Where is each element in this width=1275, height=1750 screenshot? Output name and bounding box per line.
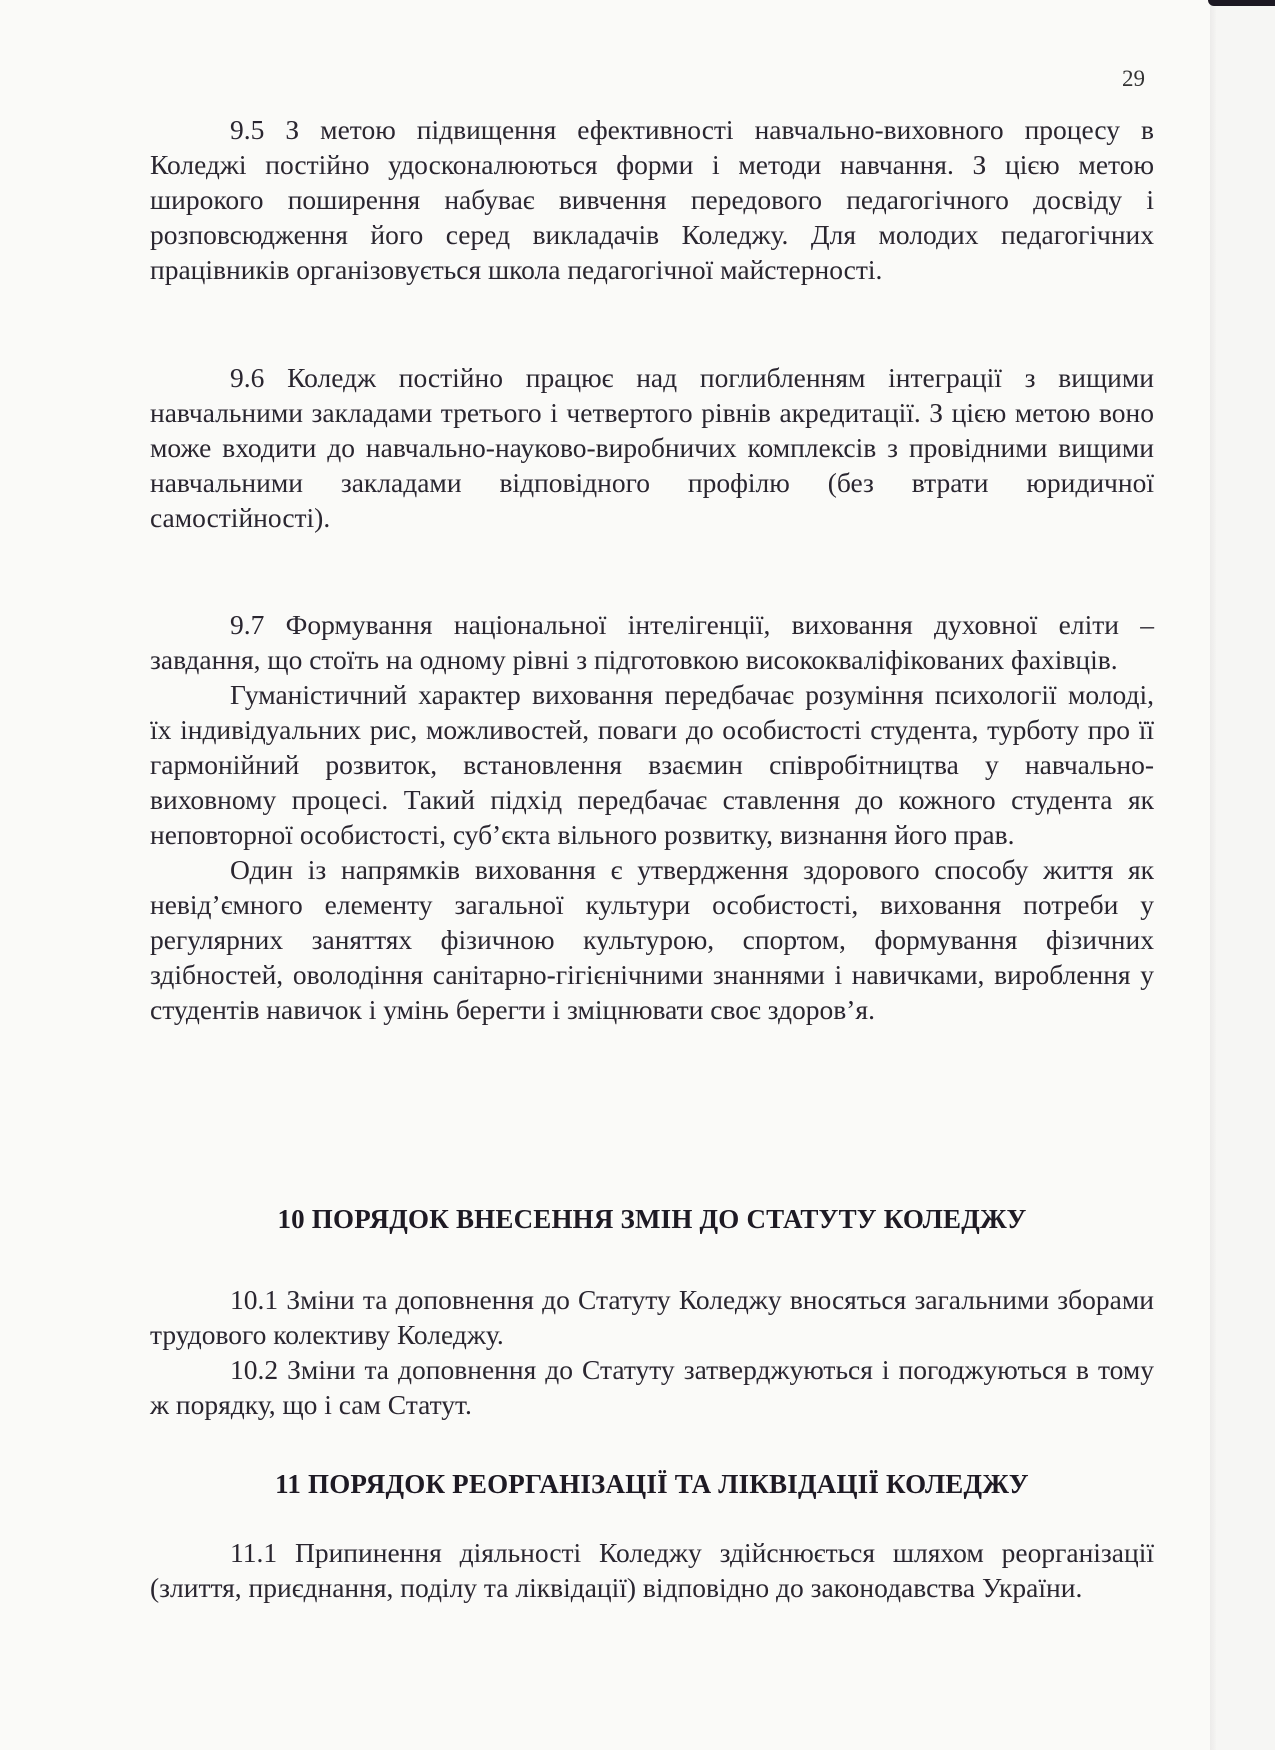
paragraph-9-5: 9.5 З метою підвищення ефективності навчально-виховного процесу в Коледжі постійно удосконалюються форми і методи навчання. З цією метою широкого поширення набуває вивчення передового педагогічного досвіду і розповсюдження його серед викладачів Коледжу. Для молодих педагогічних працівників організовується школа педагогічної майстерності. bbox=[150, 114, 1154, 285]
section-9-6 bbox=[150, 360, 1154, 535]
adjacent-page bbox=[1216, 0, 1275, 1750]
section-10 bbox=[150, 1282, 1154, 1422]
scan-corner bbox=[1208, 0, 1275, 6]
section-9-5 bbox=[150, 112, 1154, 287]
paragraph-10-2: 10.2 Зміни та доповнення до Статуту затверджуються і погоджуються в тому ж порядку, що і сам Статут. bbox=[150, 1354, 1154, 1420]
heading-section-10: 10 ПОРЯДОК ВНЕСЕННЯ ЗМІН ДО СТАТУТУ КОЛЕДЖУ bbox=[277, 1204, 1027, 1234]
paragraph-9-7-humanistic: Гуманістичний характер виховання передбачає розуміння психології молоді, їх індивідуальних рис, можливостей, поваги до особистості студента, турботу про її гармонійний розвиток, встановлення взаємин співробітництва у навчально-виховному процесі. Такий підхід передбачає ставлення до кожного студента як неповторної особистості, суб’єкта вільного розвитку, визнання його прав. bbox=[150, 679, 1154, 850]
paragraph-11-1: 11.1 Припинення діяльності Коледжу здійснюється шляхом реорганізації (злиття, приєднання, поділу та ліквідації) відповідно до законодавства України. bbox=[150, 1537, 1154, 1603]
section-9-7 bbox=[150, 607, 1154, 1027]
paragraph-9-7-health: Один із напрямків виховання є утвердження здорового способу життя як невід’ємного елементу загальної культури особистості, виховання потреби у регулярних заняттях фізичною культурою, спортом, формування фізичних здібностей, оволодіння санітарно-гігієнічними знаннями і навичками, вироблення у студентів навичок і умінь берегти і зміцнювати своє здоров’я. bbox=[150, 854, 1154, 1025]
paragraph-9-6: 9.6 Коледж постійно працює над поглибленням інтеграції з вищими навчальними закладами третього і четвертого рівнів акредитації. З цією метою воно може входити до навчально-науково-виробничих комплексів з провідними вищими навчальними закладами відповідного профілю (без втрати юридичної самостійності). bbox=[150, 362, 1154, 533]
page-number: 29 bbox=[1122, 66, 1145, 91]
section-11 bbox=[150, 1535, 1154, 1605]
paragraph-9-7: 9.7 Формування національної інтелігенції, виховання духовної еліти – завдання, що стоїть на одному рівні з підготовкою висококваліфікованих фахівців. bbox=[150, 609, 1154, 675]
paragraph-10-1: 10.1 Зміни та доповнення до Статуту Коледжу вносяться загальними зборами трудового колективу Коледжу. bbox=[150, 1284, 1154, 1350]
heading-section-11: 11 ПОРЯДОК РЕОРГАНІЗАЦІЇ ТА ЛІКВІДАЦІЇ КОЛЕДЖУ bbox=[275, 1469, 1029, 1499]
